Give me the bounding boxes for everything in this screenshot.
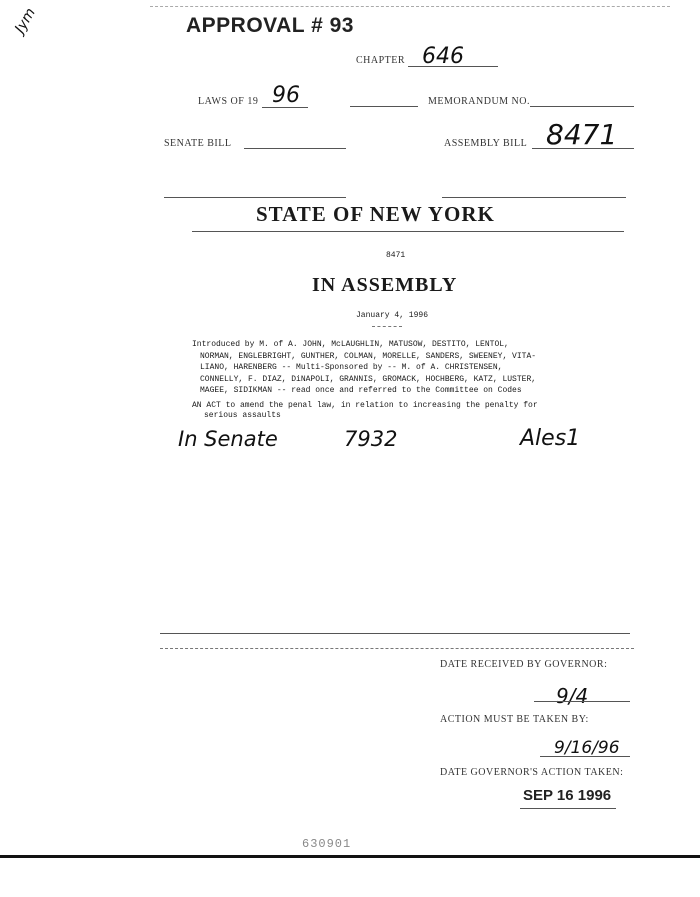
date-dash (372, 326, 402, 327)
action-deadline-line (540, 756, 630, 757)
date-received-line (534, 701, 630, 702)
introduced-line: NORMAN, ENGLEBRIGHT, GUNTHER, COLMAN, MORELLE, SANDERS, SWEENEY, VITA- (200, 351, 537, 361)
lower-separator-line (160, 633, 630, 634)
bill-date: January 4, 1996 (356, 311, 429, 320)
introduced-line: LIANO, HARENBERG -- Multi-Sponsored by -- M. of A. CHRISTENSEN, (200, 363, 503, 372)
page-code: 630901 (302, 837, 352, 851)
introduced-line: Introduced by M. of A. JOHN, McLAUGHLIN, MATUSOW, DESTITO, LENTOL, (192, 340, 509, 349)
assembly-bill-label: ASSEMBLY BILL (444, 138, 528, 149)
act-description (192, 401, 612, 421)
separator-line-right (442, 197, 626, 198)
date-received-label: DATE RECEIVED BY GOVERNOR: (440, 659, 608, 670)
title-underline (192, 231, 624, 232)
action-deadline-value: 9/16/96 (554, 738, 620, 758)
action-taken-label: DATE GOVERNOR'S ACTION TAKEN: (440, 767, 624, 778)
chamber-title: IN ASSEMBLY (312, 274, 458, 296)
laws-of-value: 96 (272, 83, 300, 108)
assembly-bill-line (532, 148, 634, 149)
separator-line-left (164, 197, 346, 198)
memorandum-label: MEMORANDUM NO. (428, 96, 531, 107)
senate-number-annotation: 7932 (344, 427, 398, 451)
scan-artifact-line (150, 6, 670, 7)
act-line: AN ACT to amend the penal law, in relation to increasing the penalty for (192, 401, 538, 410)
laws-of-line (262, 107, 308, 108)
laws-of-label: LAWS OF 19 (198, 96, 259, 107)
assembly-bill-value: 8471 (546, 118, 618, 151)
approval-stamp: APPROVAL # 93 (186, 14, 354, 37)
memorandum-line (530, 106, 634, 107)
act-line: serious assaults (204, 411, 281, 420)
senate-bill-line (244, 148, 346, 149)
handwritten-initials: Jym (12, 5, 39, 37)
chapter-label: CHAPTER (356, 55, 406, 66)
state-title: STATE OF NEW YORK (256, 202, 495, 226)
introduced-block (192, 339, 612, 397)
introduced-line: MAGEE, SIDIKMAN -- read once and referred to the Committee on Codes (200, 386, 522, 395)
lower-dashed-line (160, 648, 634, 649)
introduced-line: CONNELLY, F. DIAZ, DiNAPOLI, GRANNIS, GROMACK, HOCHBERG, KATZ, LUSTER, (200, 374, 537, 384)
chapter-line (408, 66, 498, 67)
chapter-value: 646 (422, 44, 464, 69)
bottom-border (0, 855, 700, 858)
in-senate-annotation: In Senate (178, 427, 278, 451)
code-annotation: Ales1 (520, 426, 581, 451)
bill-number: 8471 (386, 251, 406, 260)
senate-bill-label: SENATE BILL (164, 138, 232, 149)
date-received-value: 9/4 (556, 684, 589, 708)
action-deadline-label: ACTION MUST BE TAKEN BY: (440, 714, 589, 725)
action-taken-line (520, 808, 616, 809)
blank-line (350, 106, 418, 107)
action-taken-stamp: SEP 16 1996 (523, 787, 612, 804)
